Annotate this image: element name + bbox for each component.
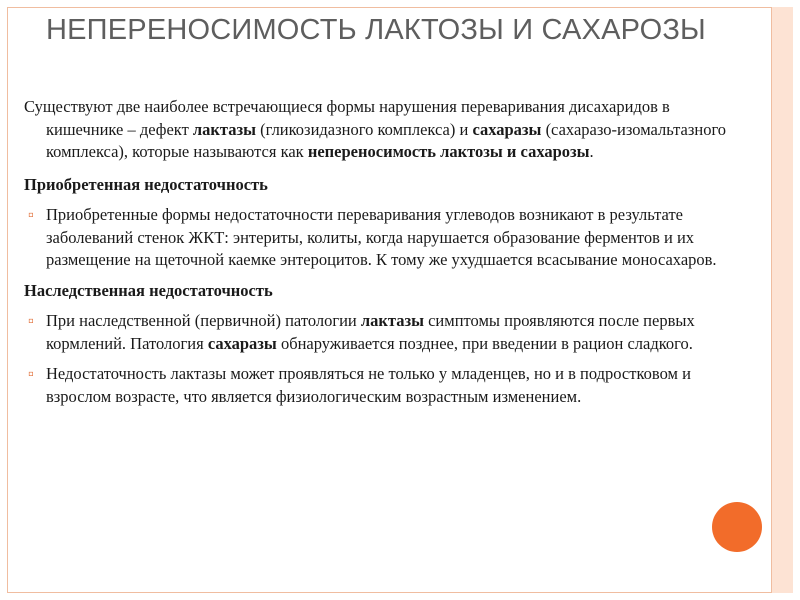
intro-text-2: (гликозидазного комплекса) и (256, 119, 473, 139)
intro-text-4: . (589, 142, 594, 161)
intro-text-3: (сахаразо-изомальтазного комплекса), которые называются как (46, 119, 727, 161)
bullet-square-icon: ▫ (28, 205, 34, 224)
section-heading-hereditary: Наследственная недостаточность (24, 280, 273, 300)
bullet-square-icon: ▫ (28, 311, 34, 330)
intro-bold-lactase: лактазы (192, 119, 257, 139)
slide-body (24, 96, 749, 416)
hereditary-bold-lactase: лактазы (360, 311, 424, 330)
section-heading-acquired: Приобретенная недостаточность (24, 174, 268, 194)
hereditary-bold-sucrase: сахаразы (207, 333, 277, 353)
intro-text-1: Существуют две наиболее встречающиеся формы нарушения переваривания дисахаридов в кишечнике – дефект (24, 97, 670, 139)
list-item-hereditary-1 (24, 310, 749, 355)
bullet-square-icon: ▫ (28, 364, 34, 383)
hereditary-text-1: При наследственной (первичной) патологии (46, 311, 361, 330)
decorative-circle (712, 502, 762, 552)
intro-bold-intolerance: непереносимость лактозы и сахарозы (307, 142, 590, 161)
list-item-acquired (24, 204, 749, 272)
hereditary-text-2: симптомы проявляются после первых кормлений. Патология (46, 311, 695, 353)
side-band-divider (771, 7, 772, 593)
slide-title: НЕПЕРЕНОСИМОСТЬ ЛАКТОЗЫ И САХАРОЗЫ (46, 14, 706, 46)
list-item-hereditary-2 (24, 363, 749, 408)
list-item-text: Приобретенные формы недостаточности переваривания углеводов возникают в результате заболеваний стенок ЖКТ: энтериты, колиты, когда нарушается образование ферментов и их размещение на щеточной каемке энтероцитов. К тому же ухудшается всасывание моносахаров. (46, 205, 717, 269)
intro-paragraph (24, 96, 749, 164)
intro-bold-sucrase: сахаразы (472, 119, 542, 139)
list-item-text (46, 311, 695, 353)
list-item-text: Недостаточность лактазы может проявляться не только у младенцев, но и в подростковом и взрослом возрасте, что является физиологическим возрастным изменением. (46, 364, 691, 406)
hereditary-text-3: обнаруживается позднее, при введении в рацион сладкого. (276, 333, 693, 353)
decorative-side-band (772, 7, 793, 593)
